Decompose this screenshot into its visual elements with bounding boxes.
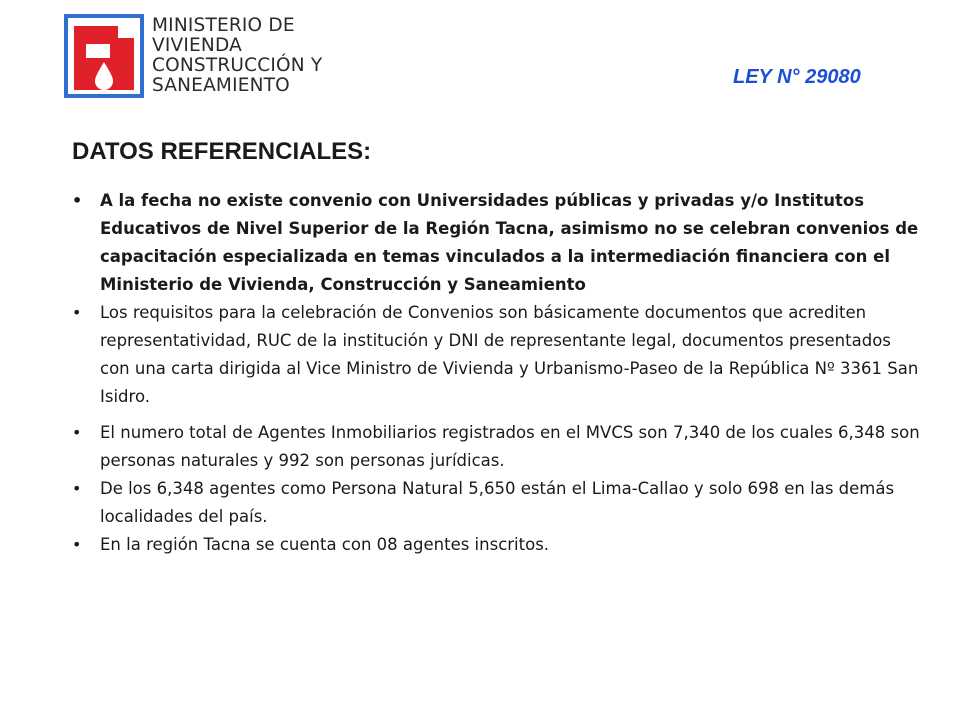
list-item: • Los requisitos para la celebración de Convenios son básicamente documentos que acrediten representatividad, RUC de la institución y DNI de representante legal, documentos presentados con una carta dirigida al Vice Ministro de Vivienda y Urbanismo-Paseo de la República Nº 3361 San Isidro.: [72, 299, 922, 411]
logo-line-2: VIVIENDA: [152, 35, 242, 56]
page-title: DATOS REFERENCIALES:: [72, 138, 372, 165]
law-number: LEY N° 29080: [733, 66, 861, 88]
list-item: • A la fecha no existe convenio con Universidades públicas y privadas y/o Institutos Educativos de Nivel Superior de la Región Tacna, asimismo no se celebran convenios de capacitación especializada en temas vinculados a la intermediación financiera con el Ministerio de Vivienda, Construcción y Saneamiento: [72, 187, 922, 299]
list-item: • El numero total de Agentes Inmobiliarios registrados en el MVCS son 7,340 de los cuales 6,348 son personas naturales y 992 son personas jurídicas.: [72, 419, 922, 475]
ministry-logo: [64, 14, 344, 100]
bullet-list: [72, 187, 922, 559]
list-item: • De los 6,348 agentes como Persona Natural 5,650 están el Lima-Callao y solo 698 en las demás localidades del país.: [72, 475, 922, 531]
ministry-logo-icon: [64, 14, 144, 98]
logo-line-3: CONSTRUCCIÓN Y: [152, 55, 323, 76]
ministry-name: [152, 16, 322, 96]
logo-line-4: SANEAMIENTO: [152, 75, 290, 96]
list-item: • En la región Tacna se cuenta con 08 agentes inscritos.: [72, 531, 922, 559]
logo-line-1: MINISTERIO DE: [152, 15, 295, 36]
